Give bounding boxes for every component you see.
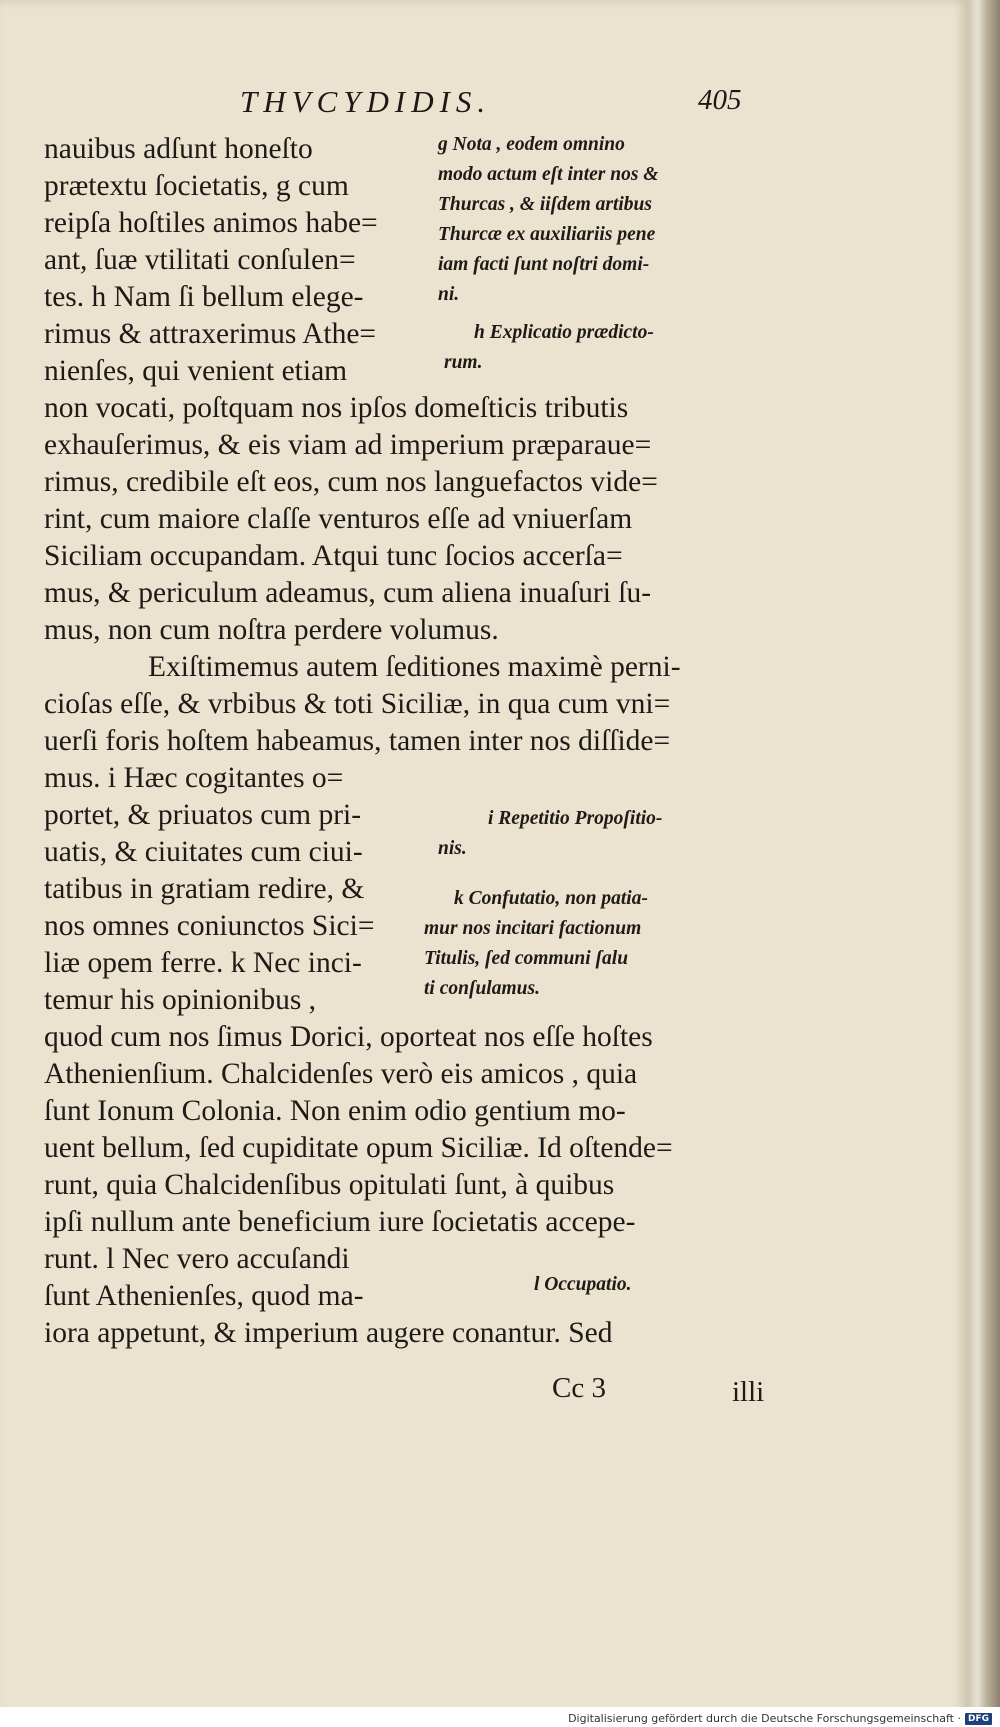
text-line: Exiſtimemus autem ſeditiones maximè perni-: [148, 651, 681, 683]
text-line: nos omnes coniunctos Sici=: [44, 910, 375, 942]
text-line: non vocati, poſtquam nos ipſos domeſticis tributis: [44, 392, 629, 424]
margin-note: modo actum eſt inter nos &: [438, 164, 659, 185]
margin-note: h Explicatio prædicto-: [474, 322, 654, 343]
margin-note: Thurcas , & iiſdem artibus: [438, 194, 652, 215]
text-line: ſunt Ionum Colonia. Non enim odio gentium mo-: [44, 1095, 626, 1127]
text-line: mus, & periculum adeamus, cum aliena inuaſuri ſu-: [44, 577, 652, 609]
credit-bar: [0, 1707, 1000, 1727]
margin-note: Thurcæ ex auxiliariis pene: [438, 224, 656, 245]
text-line: cioſas eſſe, & vrbibus & toti Siciliæ, in qua cum vni=: [44, 688, 671, 720]
margin-note: ti conſulamus.: [424, 978, 540, 999]
text-line: Siciliam occupandam. Atqui tunc ſocios accerſa=: [44, 540, 623, 572]
margin-note: i Repetitio Propoſitio-: [488, 808, 663, 829]
margin-note: rum.: [444, 352, 483, 373]
text-line: runt. l Nec vero accuſandi: [44, 1243, 350, 1275]
book-spine-edge: [968, 0, 1000, 1727]
text-line: prætextu ſocietatis, g cum: [44, 170, 349, 202]
text-line: rint, cum maiore claſſe venturos eſſe ad vniuerſam: [44, 503, 633, 535]
digitization-credit: [568, 1712, 992, 1725]
margin-note: ni.: [438, 284, 460, 305]
margin-note: l Occupatio.: [534, 1274, 632, 1295]
text-line: rimus & attraxerimus Athe=: [44, 318, 377, 350]
text-line: rimus, credibile eſt eos, cum nos languefactos vide=: [44, 466, 658, 498]
text-line: uent bellum, ſed cupiditate opum Siciliæ. Id oſtende=: [44, 1132, 673, 1164]
text-line: uerſi foris hoſtem habeamus, tamen inter nos diſſide=: [44, 725, 671, 757]
text-line: exhauſerimus, & eis viam ad imperium præparaue=: [44, 429, 652, 461]
margin-note: Titulis, ſed communi ſalu: [424, 948, 629, 969]
running-title: THVCYDIDIS.: [240, 84, 492, 119]
text-line: ipſi nullum ante beneficium iure ſocietatis accepe-: [44, 1206, 636, 1238]
text-line: reipſa hoſtiles animos habe=: [44, 207, 378, 239]
text-line: Athenienſium. Chalcidenſes verò eis amicos , quia: [44, 1058, 638, 1090]
signature-mark: Cc 3: [552, 1372, 606, 1404]
text-line: ſunt Athenienſes, quod ma-: [44, 1280, 364, 1312]
text-line: ant, ſuæ vtilitati conſulen=: [44, 244, 356, 276]
text-line: tatibus in gratiam redire, &: [44, 873, 365, 905]
margin-note: g Nota , eodem omnino: [438, 134, 625, 155]
text-line: iora appetunt, & imperium augere conantur. Sed: [44, 1317, 613, 1349]
text-line: quod cum nos ſimus Dorici, oporteat nos eſſe hoſtes: [44, 1021, 653, 1053]
page-number: 405: [698, 84, 742, 116]
dfg-logo: DFG: [965, 1713, 992, 1725]
text-line: mus, non cum noſtra perdere volumus.: [44, 614, 499, 646]
margin-note: k Confutatio, non patia-: [454, 888, 648, 909]
text-line: portet, & priuatos cum pri-: [44, 799, 362, 831]
text-line: runt, quia Chalcidenſibus opitulati ſunt, à quibus: [44, 1169, 615, 1201]
text-line: liæ opem ferre. k Nec inci-: [44, 947, 362, 979]
text-line: mus. i Hæc cogitantes o=: [44, 762, 344, 794]
text-line: uatis, & ciuitates cum ciui-: [44, 836, 363, 868]
text-line: temur his opinionibus ,: [44, 984, 317, 1016]
catchword: illi: [732, 1376, 765, 1408]
margin-note: iam facti ſunt noſtri domi-: [438, 254, 650, 275]
margin-note: nis.: [438, 838, 467, 859]
text-line: nienſes, qui venient etiam: [44, 355, 348, 387]
margin-note: mur nos incitari factionum: [424, 918, 642, 939]
text-line: tes. h Nam ſi bellum elege-: [44, 281, 364, 313]
text-line: nauibus adſunt honeſto: [44, 133, 313, 165]
credit-text: Digitalisierung gefördert durch die Deutsche Forschungsgemeinschaft ·: [568, 1712, 961, 1725]
